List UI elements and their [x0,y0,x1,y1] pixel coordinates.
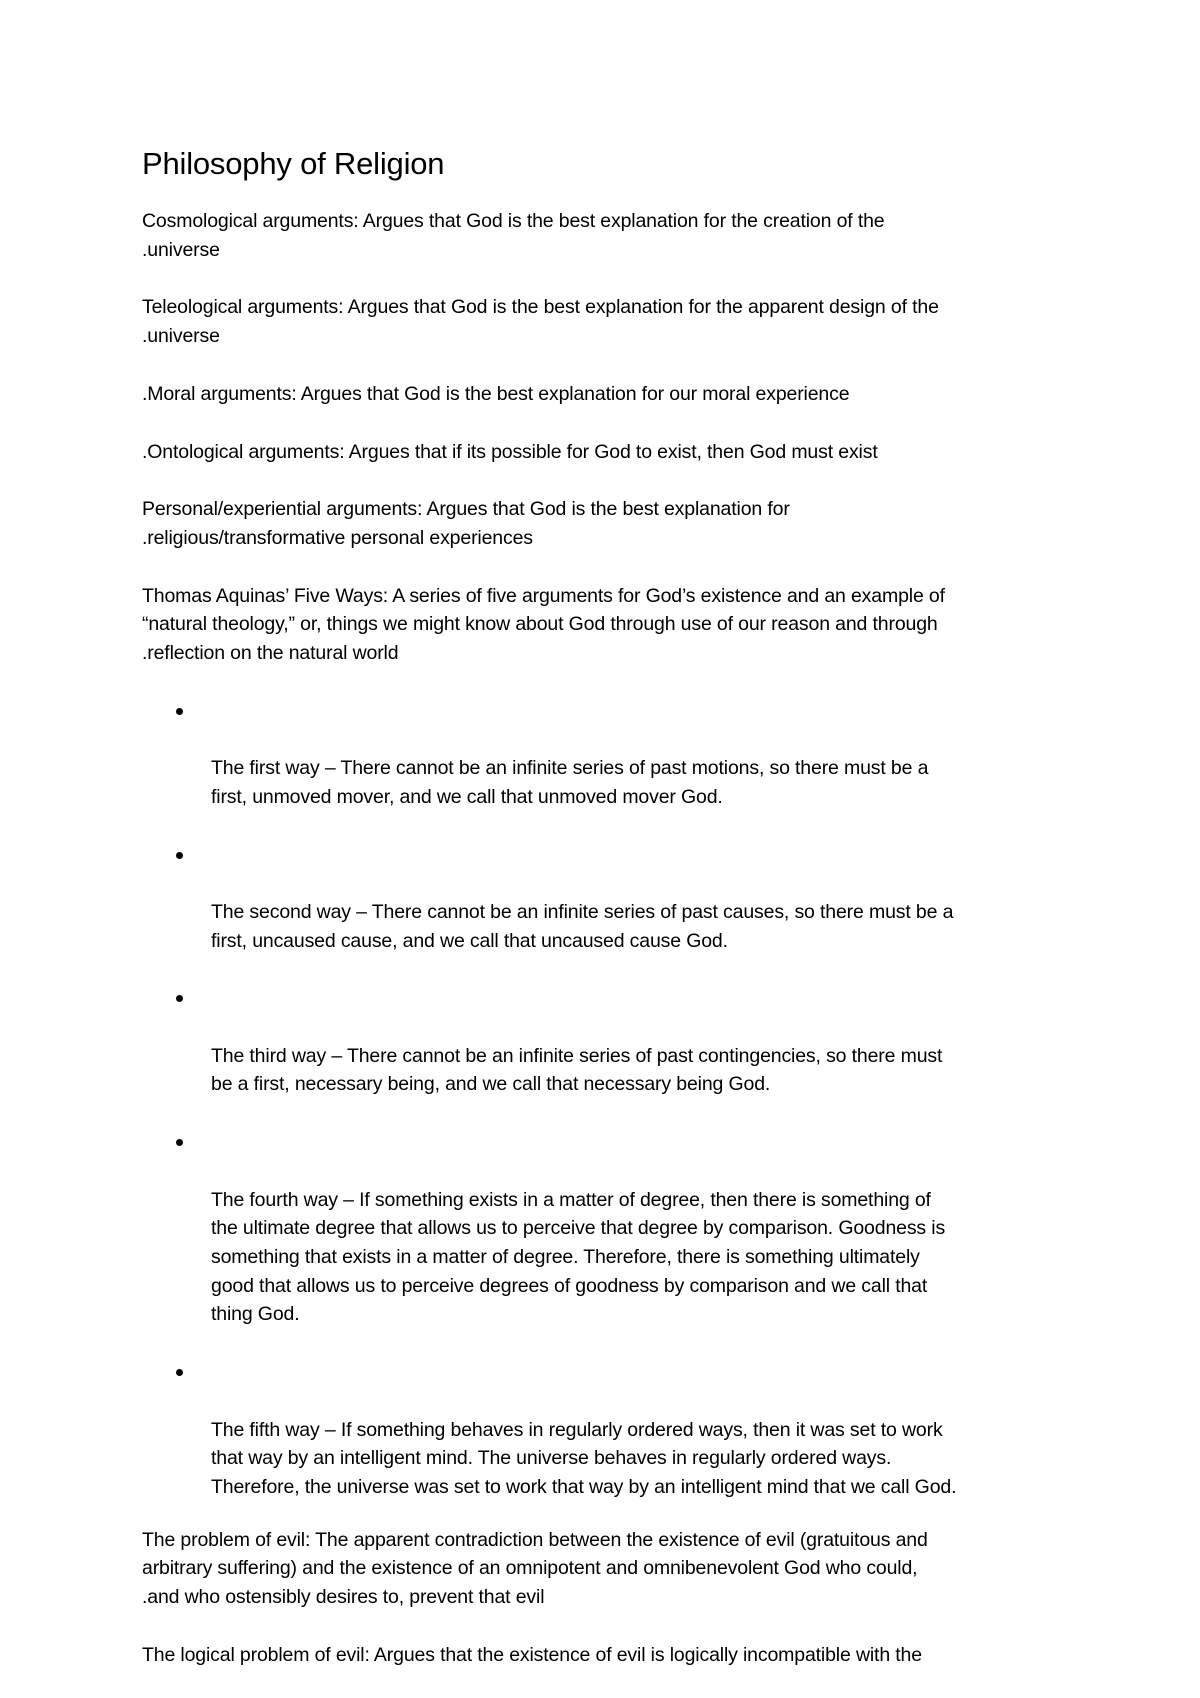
page-title: Philosophy of Religion [142,146,445,181]
five-ways-list [142,697,1062,1502]
paragraph-aquinas: Thomas Aquinas’ Five Ways: A series of five arguments for God’s existence and an example of “natural theology,” or, things we might know about God through use of our reason and through .reflection on the natural world [142,584,945,665]
document-body [142,140,1062,1698]
paragraph-logical-problem-of-evil: The logical problem of evil: Argues that the existence of evil is logically incompatible with the [142,1643,922,1666]
paragraph-teleological: Teleological arguments: Argues that God is the best explanation for the apparent design of the .universe [142,296,939,348]
list-item-text: The third way – There cannot be an infinite series of past contingencies, so there must be a first, necessary being, and we call that necessary being God. [211,1044,943,1096]
list-item-text: The second way – There cannot be an infinite series of past causes, so there must be a first, uncaused cause, and we call that uncaused cause God. [211,900,954,952]
list-item-first-way [142,697,1062,812]
bullet-icon [176,995,183,1002]
list-item-fourth-way [142,1128,1062,1329]
bullet-icon [176,1369,183,1376]
list-item-text: The first way – There cannot be an infinite series of past motions, so there must be a first, unmoved mover, and we call that unmoved mover God. [211,757,929,808]
paragraph-ontological: .Ontological arguments: Argues that if its possible for God to exist, then God must exist [142,440,878,463]
list-item-fifth-way [142,1358,1062,1502]
paragraph-moral: .Moral arguments: Argues that God is the best explanation for our moral experience [142,382,850,405]
list-item-second-way [142,841,1062,956]
paragraph-problem-of-evil: The problem of evil: The apparent contradiction between the existence of evil (gratuitous and arbitrary suffering) and the existence of an omnipotent and omnibenevolent God who could, .and who ostensibly desires to, prevent that evil [142,1528,928,1609]
list-item-text: The fourth way – If something exists in a matter of degree, then there is something of the ultimate degree that allows us to perceive that degree by comparison. Goodness is something that exists in a matter of degree. Therefore, there is something ultimately good that allows us to perceive degrees of goodness by comparison and we call that thing God. [211,1188,946,1326]
bullet-icon [176,1139,183,1146]
bullet-icon [176,708,183,715]
paragraph-personal: Personal/experiential arguments: Argues that God is the best explanation for .religious/transformative personal experiences [142,498,790,549]
list-item-text: The fifth way – If something behaves in regularly ordered ways, then it was set to work that way by an intelligent mind. The universe behaves in regularly ordered ways. Therefore, the universe was set to work that way by an intelligent mind that we call God. [211,1418,957,1498]
list-item-third-way [142,984,1062,1099]
paragraph-cosmological: Cosmological arguments: Argues that God is the best explanation for the creation of the .universe [142,210,885,261]
bullet-icon [176,852,183,859]
